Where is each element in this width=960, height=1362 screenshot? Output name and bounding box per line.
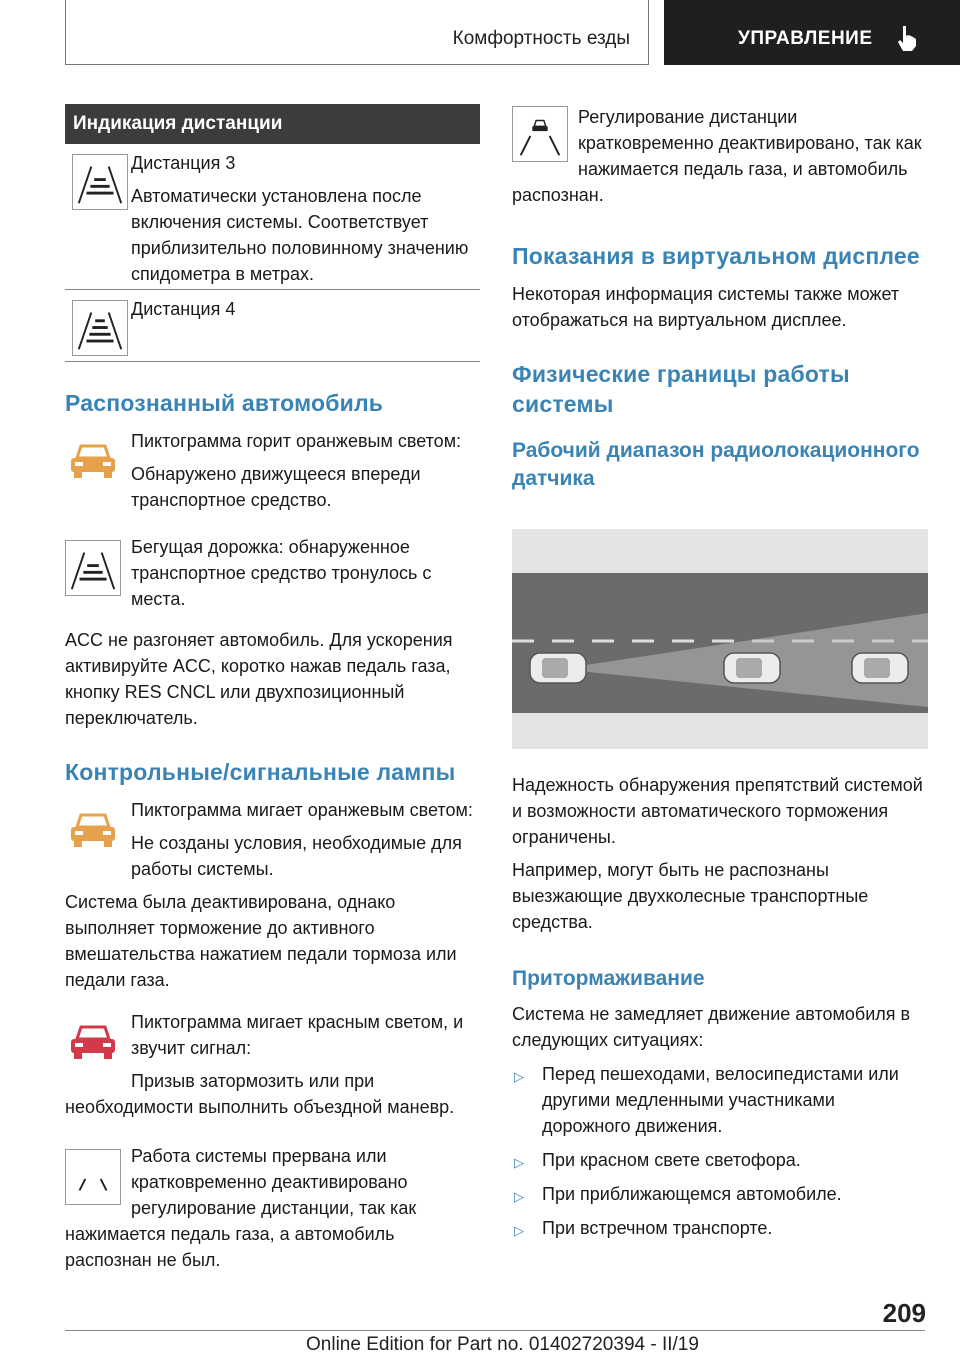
paragraph: Работа системы прервана или кратковременно деактивировано регулирование дистанции, так как нажимается педаль газа, а автомобиль распознан не был. (65, 1146, 417, 1270)
row-text: Автоматически установлена после включения системы. Соответствует приблизительно половинному значению спидометра в метрах. (131, 186, 469, 284)
list-item: ▷ Перед пешеходами, велосипедистами или другими медленными участниками дорожного движения. (514, 1064, 899, 1136)
paragraph: Обнаружено движущееся впереди транспортное средство. (131, 464, 421, 510)
list-item: ▷ При приближающемся автомобиле. (512, 1181, 928, 1207)
header-section-box (65, 0, 649, 65)
paragraph: Бегущая дорожка: обнаруженное транспортное средство тронулось с места. (131, 537, 432, 609)
right-column (512, 104, 928, 1249)
footer-divider (65, 1330, 925, 1331)
distance-bars-icon (72, 300, 128, 356)
row-title: Дистанция 3 (131, 153, 236, 173)
paragraph: Пиктограмма горит оранжевым светом: (131, 431, 462, 451)
paragraph: Некоторая информация системы также может отображаться на виртуальном дисплее. (512, 284, 900, 330)
row-title: Дистанция 4 (131, 299, 236, 319)
paragraph: Пиктограмма мигает красным светом, и звучит сигнал: (131, 1012, 464, 1058)
list-item: ▷ При красном свете светофора. (512, 1147, 928, 1173)
car-front-icon (65, 1013, 121, 1069)
heading-indicator-lamps: Контрольные/сигнальные лампы (65, 759, 456, 785)
triangle-bullet-icon: ▷ (514, 1189, 524, 1204)
triangle-bullet-icon: ▷ (514, 1069, 524, 1084)
heading-recognized-vehicle: Распознанный автомобиль (65, 390, 384, 416)
heading-physical-limits: Физические границы работы системы (512, 361, 850, 417)
paragraph: Надежность обнаружения препятствий системой и возможности автоматического торможения ограничены. (512, 775, 923, 847)
table-header: Индикация дистанции (65, 104, 480, 144)
hand-pointer-icon (893, 24, 921, 52)
list-item: ▷ При встречном транспорте. (512, 1215, 928, 1241)
table-row (65, 290, 480, 362)
distance-bars-icon (72, 154, 128, 210)
heading-braking: Притормаживание (512, 967, 705, 990)
paragraph: Пиктограмма мигает оранжевым светом: (131, 800, 473, 820)
section-title: Комфортность езды (452, 28, 630, 49)
left-column (65, 104, 480, 1280)
paragraph: Не созданы условия, необходимые для работы системы. (131, 833, 462, 879)
road-lanes-icon (65, 1149, 121, 1205)
paragraph: Например, могут быть не распознаны выезжающие двухколесные транспортные средства. (512, 860, 869, 932)
edition-note: Online Edition for Part no. 01402720394 - II/19 (306, 1334, 699, 1355)
heading-sensor-range: Рабочий диапазон радиолокационного датчика (512, 439, 920, 490)
page-number: 209 (882, 1298, 926, 1328)
radar-range-diagram (512, 529, 928, 749)
paragraph: Регулирование дистанции кратковременно деактивировано, так как нажимается педаль газа, и автомобиль распознан. (512, 107, 922, 205)
table-row (65, 144, 480, 290)
chapter-title: УПРАВЛЕНИЕ (738, 28, 873, 49)
paragraph: ACC не разгоняет автомобиль. Для ускорения активируйте ACC, коротко нажав педаль газа, кнопку RES CNCL или двухпозиционный переключатель. (65, 630, 453, 728)
heading-virtual-display: Показания в виртуальном дисплее (512, 243, 920, 269)
situations-list (512, 1061, 928, 1241)
car-front-icon (65, 432, 121, 488)
paragraph: Система была деактивирована, однако выполняет торможение до активного вмешательства нажатием педали тормоза или педали газа. (65, 892, 457, 990)
paragraph: Система не замедляет движение автомобиля в следующих ситуациях: (512, 1004, 911, 1050)
car-front-icon (65, 801, 121, 857)
road-lanes-car-icon (512, 106, 568, 162)
triangle-bullet-icon: ▷ (514, 1155, 524, 1170)
triangle-bullet-icon: ▷ (514, 1223, 524, 1238)
distance-bars-icon (65, 540, 121, 596)
paragraph: Призыв затормозить или при необходимости выполнить объездной маневр. (65, 1071, 455, 1117)
